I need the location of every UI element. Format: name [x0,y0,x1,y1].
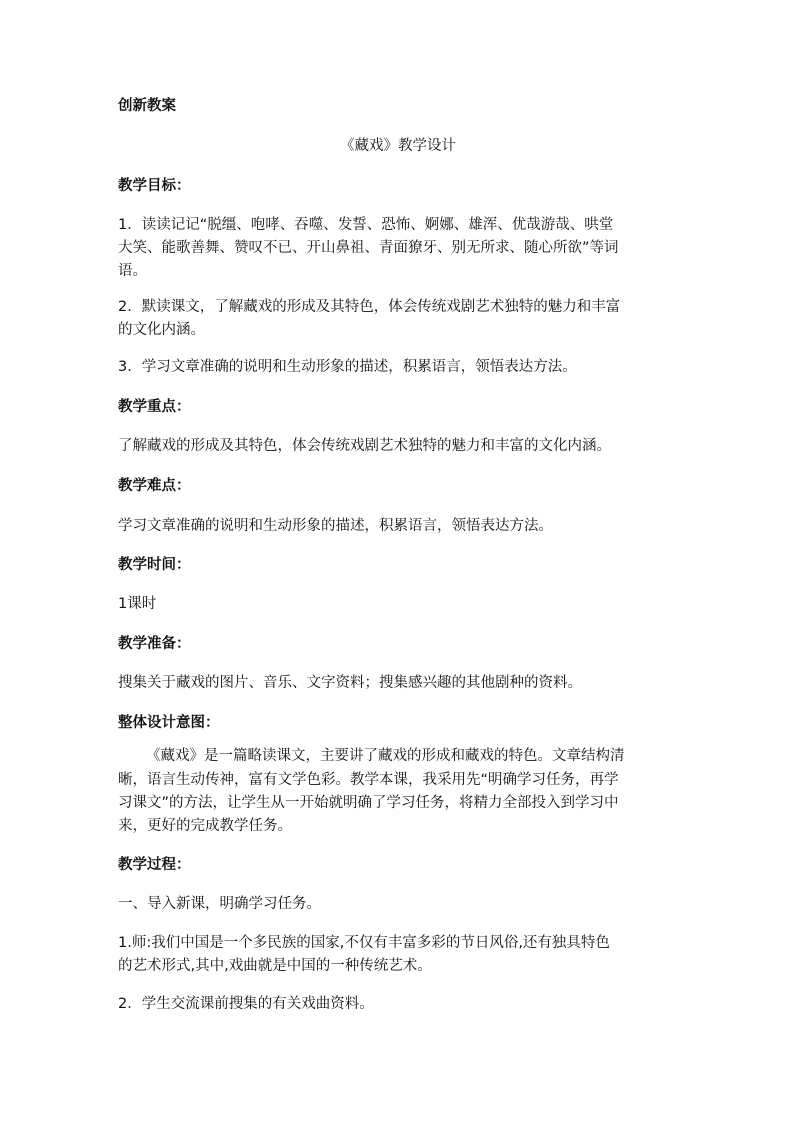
preparation-text: 搜集关于藏戏的图片、音乐、文字资料；搜集感兴趣的其他剧种的资料。 [118,675,582,691]
process-step-1: 一、导入新课，明确学习任务。 [118,896,321,912]
objective-2-line-1: 2．默读课文，了解藏戏的形成及其特色，体会传统戏剧艺术独特的魅力和丰富 [118,299,621,315]
objective-1-line-1: 1．读读记记“脱缰、咆哮、吞噬、发誓、恐怖、婀娜、雄浑、优哉游哉、哄堂 [118,217,614,233]
objective-1-line-2: 大笑、能歌善舞、赞叹不已、开山鼻祖、青面獠牙、别无所求、随心所欲”等词 [118,240,619,256]
preparation-heading: 教学准备： [118,636,191,652]
design-intent-line-4: 来，更好的完成教学任务。 [118,818,292,834]
key-points-heading: 教学重点： [118,399,191,415]
design-intent-line-1: 《藏戏》是一篇略读课文，主要讲了藏戏的形成和藏戏的特色。文章结构清 [146,748,625,764]
process-step-1-2: 2．学生交流课前搜集的有关戏曲资料。 [118,996,374,1012]
design-intent-heading: 整体设计意图： [118,715,220,731]
objective-1-line-3: 语。 [118,263,147,279]
time-text: 1课时 [118,596,157,612]
objective-2-line-2: 的文化内涵。 [118,322,205,338]
process-step-1-1-line-2: 的艺术形式,其中,戏曲就是中国的一种传统艺术。 [118,958,432,974]
document-header: 创新教案 [118,98,176,114]
process-step-1-1-line-1: 1.师:我们中国是一个多民族的国家,不仅有丰富多彩的节日风俗,还有独具特色 [118,935,610,951]
difficulty-text: 学习文章准确的说明和生动形象的描述，积累语言，领悟表达方法。 [118,518,553,534]
time-heading: 教学时间： [118,557,191,573]
design-intent-line-2: 晰，语言生动传神，富有文学色彩。教学本课，我采用先“明确学习任务，再学 [118,772,619,788]
document-title: 《藏戏》教学设计 [340,138,456,154]
design-intent-line-3: 习课文”的方法，让学生从一开始就明确了学习任务，将精力全部投入到学习中 [118,795,619,811]
objective-3: 3．学习文章准确的说明和生动形象的描述，积累语言，领悟表达方法。 [118,359,577,375]
objectives-heading: 教学目标： [118,178,191,194]
key-points-text: 了解藏戏的形成及其特色，体会传统戏剧艺术独特的魅力和丰富的文化内涵。 [118,438,611,454]
process-heading: 教学过程： [118,857,191,873]
difficulty-heading: 教学难点： [118,478,191,494]
